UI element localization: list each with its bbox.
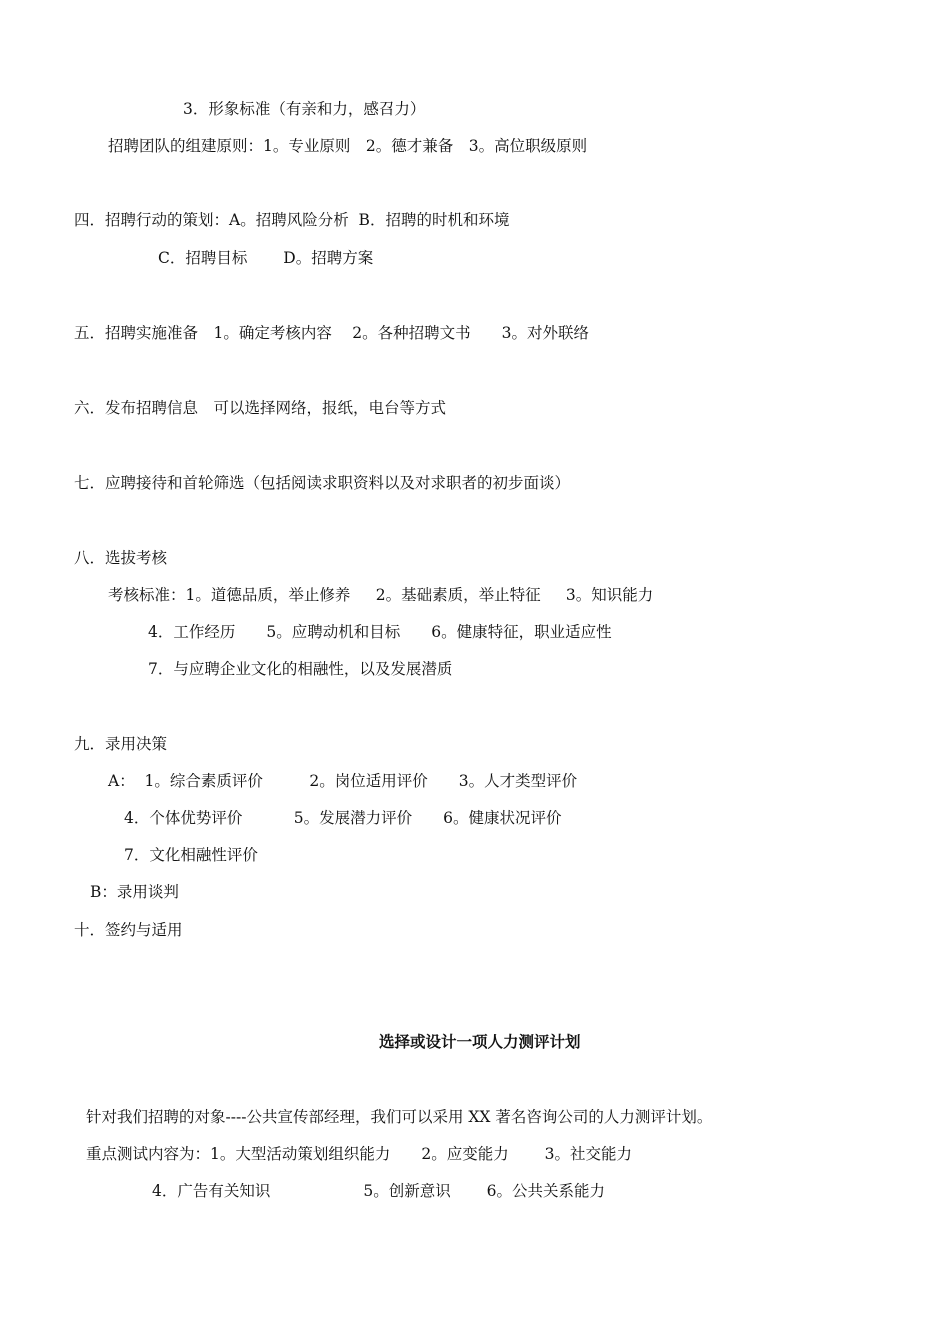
section-8-items-2: 4．工作经历 5。应聘动机和目标 6。健康特征，职业适应性 <box>148 623 612 641</box>
section-6-line: 六．发布招聘信息 可以选择网络，报纸，电台等方式 <box>74 399 447 417</box>
section-7-line: 七．应聘接待和首轮筛选（包括阅读求职资料以及对求职者的初步面谈） <box>74 474 571 492</box>
team-principles-line: 招聘团队的组建原则：1。专业原则 2。德才兼备 3。高位职级原则 <box>108 137 588 155</box>
paragraph-test-items-2: 4．广告有关知识 5。创新意识 6。公共关系能力 <box>152 1182 606 1200</box>
page-title: 选择或设计一项人力测评计划 <box>379 1032 581 1051</box>
section-5-line: 五．招聘实施准备 1。确定考核内容 2。各种招聘文书 3。对外联络 <box>74 324 590 342</box>
section-9-a-line-3: 7．文化相融性评价 <box>124 846 258 864</box>
section-8-standards: 考核标准：1。道德品质，举止修养 2。基础素质，举止特征 3。知识能力 <box>108 586 654 604</box>
image-standard-line: 3．形象标准（有亲和力，感召力） <box>183 100 426 118</box>
section-4-heading: 四．招聘行动的策划：A。招聘风险分析 B．招聘的时机和环境 <box>74 211 510 229</box>
paragraph-test-items: 重点测试内容为：1。大型活动策划组织能力 2。应变能力 3。社交能力 <box>86 1145 633 1163</box>
section-4-items: C．招聘目标 D。招聘方案 <box>158 249 374 267</box>
section-8-heading: 八．选拔考核 <box>74 549 168 567</box>
section-10-line: 十．签约与适用 <box>74 921 183 939</box>
section-8-items-3: 7．与应聘企业文化的相融性，以及发展潜质 <box>148 660 453 678</box>
section-9-a-line-2: 4．个体优势评价 5。发展潜力评价 6。健康状况评价 <box>124 809 562 827</box>
section-9-b-line: B：录用谈判 <box>90 883 179 901</box>
section-9-heading: 九．录用决策 <box>74 735 168 753</box>
section-9-a-line: A： 1。综合素质评价 2。岗位适用评价 3。人才类型评价 <box>108 772 578 790</box>
paragraph-intro: 针对我们招聘的对象----公共宣传部经理，我们可以采用 XX 著名咨询公司的人力测评计划。 <box>86 1108 713 1126</box>
